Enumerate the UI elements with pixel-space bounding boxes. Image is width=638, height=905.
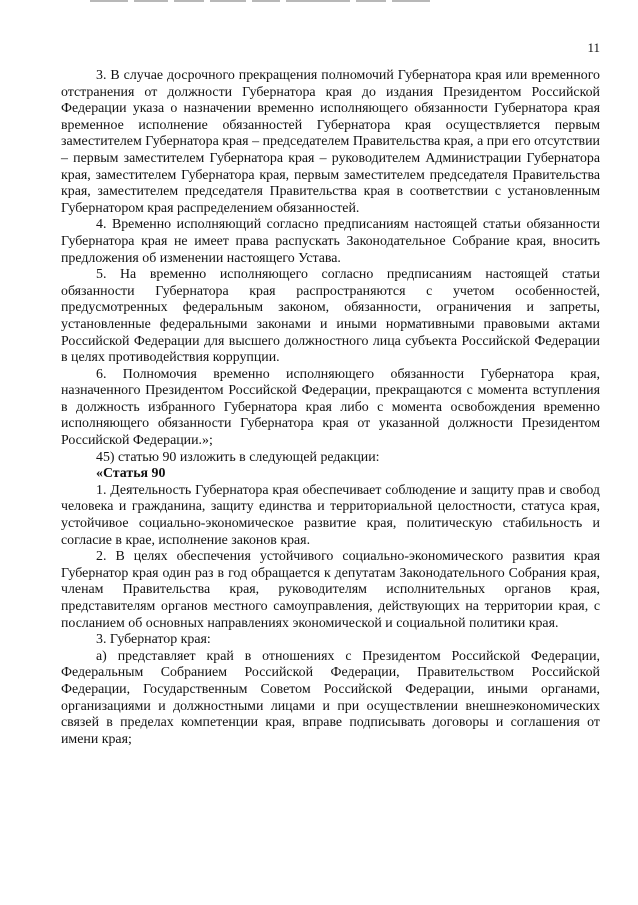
article-90-part-3: 3. Губернатор края:	[96, 632, 211, 648]
article-heading: «Статья 90	[96, 466, 166, 482]
paragraph-part-4: 4. Временно исполняющий согласно предписаниям настоящей статьи обязанности Губернатора края не имеет права распускать Законодательное Собрание края, вносить предложения об изменении настоящего Устава.	[61, 217, 600, 266]
paragraph-part-5: 5. На временно исполняющего согласно предписаниям настоящей статьи обязанности Губернатора края распространяются с учетом особенностей, предусмотренных федеральным законом, обязанности, ограничения и запреты, установленные федеральными законами и иными нормативными правовыми актами Российской Федерации для высшего должностного лица субъекта Российской Федерации в целях противодействия коррупции.	[61, 267, 600, 366]
article-90-subitem-a: а) представляет край в отношениях с Президентом Российской Федерации, Федеральным Собранием Российской Федерации, Правительством Российской Федерации, Государственным Советом Российской Федерации, иными органами, организациями и должностными лицами и при осуществлении внешнеэкономических связей в пределах компетенции края, вправе подписывать договоры и соглашения от имени края;	[61, 648, 600, 747]
page-number: 11	[587, 40, 600, 55]
amendment-item-45: 45) статью 90 изложить в следующей редакции:	[96, 449, 380, 465]
document-body	[61, 68, 600, 748]
paragraph-part-3: 3. В случае досрочного прекращения полномочий Губернатора края или временного отстранения от должности Губернатора края до издания Президентом Российской Федерации указа о назначении временно исполняющего обязанности Губернатора края временное исполнение обязанностей Губернатора края осуществляется первым заместителем Губернатора края – председателем Правительства края, а при его отсутствии – первым заместителем Губернатора края – руководителем Администрации Губернатора края, заместителем Губернатора края, первым заместителем председателя Правительства края, заместителем председателя Правительства края в соответствии с установленным Губернатором края распределением обязанностей.	[61, 68, 600, 216]
article-90-part-1: 1. Деятельность Губернатора края обеспечивает соблюдение и защиту прав и свобод человека и гражданина, защиту единства и территориальной целостности, статуса края, устойчивое социально-экономическое развитие края, политическую стабильность и согласие в крае, исполнение законов края.	[61, 482, 600, 548]
scan-edge-artifact	[90, 0, 530, 4]
paragraph-part-6: 6. Полномочия временно исполняющего обязанности Губернатора края, назначенного Президентом Российской Федерации, прекращаются с момента вступления в должность избранного Губернатора края либо с момента освобождения временно исполняющего обязанности Губернатора края от указанной должности Президентом Российской Федерации.»;	[61, 366, 600, 449]
article-90-part-2: 2. В целях обеспечения устойчивого социально-экономического развития края Губернатор края один раз в год обращается к депутатам Законодательного Собрания края, членам Правительства края, руководителям исполнительных органов края, представителям органов местного самоуправления, действующих на территории края, с посланием об основных направлениях экономической и социальной политики края.	[61, 549, 600, 631]
